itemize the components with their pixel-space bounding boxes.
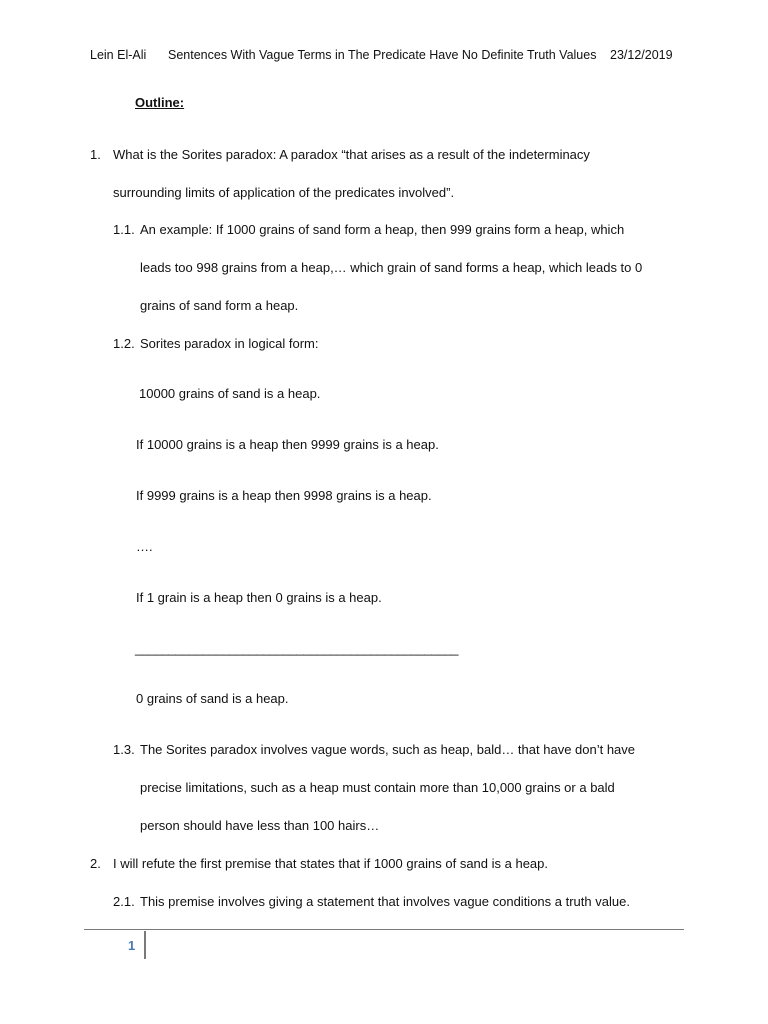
item-1-2-number: 1.2. [113, 336, 135, 351]
header-date: 23/12/2019 [610, 48, 673, 62]
footer-rule [84, 929, 684, 930]
item-1-line-1: What is the Sorites paradox: A paradox “that arises as a result of the indeterminacy [113, 147, 590, 162]
header-title: Sentences With Vague Terms in The Predicate Have No Definite Truth Values [168, 48, 597, 62]
item-1-1-line-1: An example: If 1000 grains of sand form a heap, then 999 grains form a heap, which [140, 222, 625, 237]
item-2-number: 2. [90, 856, 101, 871]
item-1-1-line-2: leads too 998 grains from a heap,… which grain of sand forms a heap, which leads to 0 [140, 260, 643, 275]
item-1-number: 1. [90, 147, 101, 162]
item-1-3-line-1: The Sorites paradox involves vague words, such as heap, bald… that have don’t have [140, 742, 636, 757]
item-1-3-line-2: precise limitations, such as a heap must contain more than 10,000 grains or a bald [140, 780, 615, 795]
item-2-line-1: I will refute the first premise that states that if 1000 grains of sand is a heap. [113, 856, 549, 871]
logic-premise-4: If 1 grain is a heap then 0 grains is a heap. [136, 590, 382, 605]
logic-premise-3: If 9999 grains is a heap then 9998 grains is a heap. [136, 488, 432, 503]
item-2-1-line-1: This premise involves giving a statement that involves vague conditions a truth value. [140, 894, 630, 909]
logic-premise-1: 10000 grains of sand is a heap. [139, 386, 321, 401]
logic-premise-2: If 10000 grains is a heap then 9999 grains is a heap. [136, 437, 439, 452]
item-1-1-line-3: grains of sand form a heap. [140, 298, 299, 313]
item-1-line-2: surrounding limits of application of the predicates involved”. [113, 185, 455, 200]
logic-conclusion: 0 grains of sand is a heap. [136, 691, 289, 706]
footer-divider [144, 931, 146, 959]
logic-conclusion-rule: ________________________________________________ [135, 641, 459, 656]
page-number: 1 [128, 938, 136, 953]
outline-heading: Outline: [135, 95, 185, 110]
item-1-1-number: 1.1. [113, 222, 135, 237]
item-2-1-number: 2.1. [113, 894, 135, 909]
item-1-3-number: 1.3. [113, 742, 135, 757]
item-1-3-line-3: person should have less than 100 hairs… [140, 818, 380, 833]
logic-ellipsis: …. [136, 539, 153, 554]
header-author: Lein El-Ali [90, 48, 147, 62]
item-1-2-line-1: Sorites paradox in logical form: [140, 336, 319, 351]
